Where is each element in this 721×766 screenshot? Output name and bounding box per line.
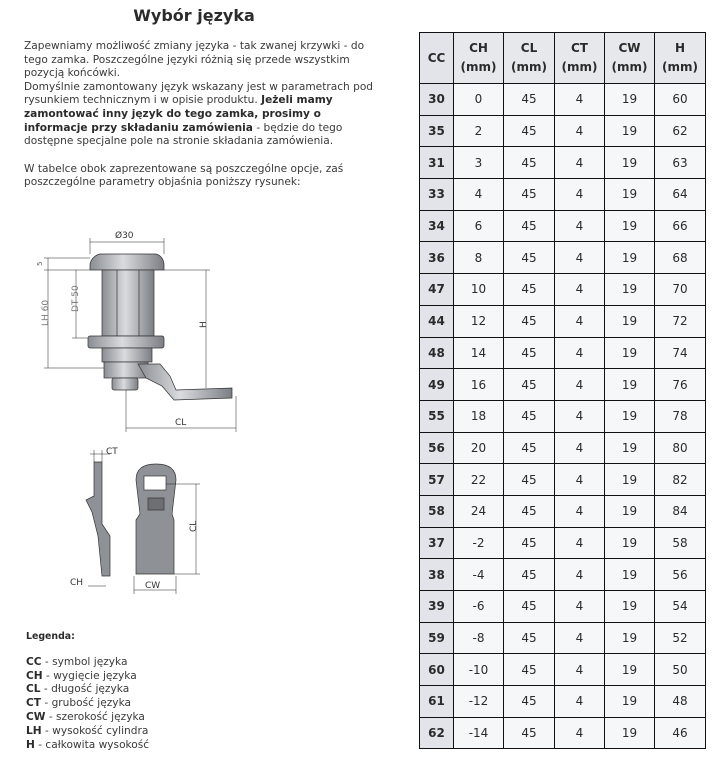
cell-cw: 19 — [605, 337, 655, 369]
header-code: CW — [618, 41, 641, 55]
cell-cw: 19 — [605, 591, 655, 623]
cell-ct: 4 — [555, 464, 605, 496]
cell-cc: 58 — [420, 495, 454, 527]
cell-cw: 19 — [605, 464, 655, 496]
cell-cw: 19 — [605, 369, 655, 401]
legend-item — [26, 711, 149, 725]
cell-cl: 45 — [504, 210, 555, 242]
header-unit: (mm) — [611, 60, 648, 74]
cell-h: 76 — [655, 369, 706, 401]
cell-h: 68 — [655, 242, 706, 274]
cell-cc: 44 — [420, 305, 454, 337]
cell-ch: 2 — [454, 115, 504, 147]
cell-ch: 4 — [454, 179, 504, 211]
cell-cc: 35 — [420, 115, 454, 147]
table-row — [420, 179, 706, 211]
table-row — [420, 591, 706, 623]
cell-cw: 19 — [605, 305, 655, 337]
cell-cl: 45 — [504, 527, 555, 559]
legend-items — [26, 656, 149, 753]
legend-code: CC — [26, 655, 42, 668]
legend-code: CH — [26, 669, 43, 682]
cell-h: 56 — [655, 559, 706, 591]
cell-cl: 45 — [504, 305, 555, 337]
cell-cl: 45 — [504, 400, 555, 432]
table-row — [420, 242, 706, 274]
legend-desc: - wysokość cylindra — [41, 724, 149, 737]
cell-h: 50 — [655, 654, 706, 686]
legend-item — [26, 739, 149, 753]
cell-ct: 4 — [555, 147, 605, 179]
intro-paragraph-1: Zapewniamy możliwość zmiany języka - tak zwanej krzywki - do tego zamka. Poszczególne języki różnią się przede wszystkim pozycją końcówki. — [24, 40, 365, 80]
table-row — [420, 559, 706, 591]
header-code: CC — [427, 50, 446, 65]
cell-cc: 49 — [420, 369, 454, 401]
cell-ch: 20 — [454, 432, 504, 464]
legend-item — [26, 656, 149, 670]
cell-cc: 47 — [420, 274, 454, 306]
table-row — [420, 495, 706, 527]
column-header-cw — [605, 33, 655, 84]
header-code: CL — [520, 41, 538, 55]
table-row — [420, 115, 706, 147]
cell-ch: -2 — [454, 527, 504, 559]
cell-cc: 55 — [420, 400, 454, 432]
cell-h: 58 — [655, 527, 706, 559]
cell-cw: 19 — [605, 527, 655, 559]
cell-cc: 39 — [420, 591, 454, 623]
header-unit: (mm) — [460, 60, 497, 74]
cell-h: 60 — [655, 84, 706, 116]
cell-cw: 19 — [605, 84, 655, 116]
column-header-ch — [454, 33, 504, 84]
intro-p2-start: Domyślnie zamontowany język wskazany jest w parametrach pod rysunkiem technicznym i w opisie produktu. — [24, 80, 374, 107]
cam-technical-drawing — [60, 440, 230, 600]
cell-cc: 36 — [420, 242, 454, 274]
cell-ct: 4 — [555, 591, 605, 623]
cell-ct: 4 — [555, 717, 605, 749]
legend-code: CL — [26, 683, 41, 696]
cell-ch: 3 — [454, 147, 504, 179]
cell-h: 74 — [655, 337, 706, 369]
cell-h: 63 — [655, 147, 706, 179]
intro-text — [24, 40, 374, 190]
legend-desc: - całkowita wysokość — [34, 738, 150, 751]
cell-cl: 45 — [504, 84, 555, 116]
cell-ct: 4 — [555, 495, 605, 527]
cell-ch: -10 — [454, 654, 504, 686]
ct-label: CT — [106, 447, 118, 457]
cam-options-table — [419, 32, 706, 749]
page-title: Wybór języka — [133, 6, 255, 25]
cell-cw: 19 — [605, 242, 655, 274]
h-label: H — [199, 321, 209, 328]
cell-h: 62 — [655, 115, 706, 147]
cell-ch: 8 — [454, 242, 504, 274]
header-unit: (mm) — [511, 60, 547, 74]
table-row — [420, 622, 706, 654]
cell-cw: 19 — [605, 210, 655, 242]
header-code: H — [674, 41, 686, 55]
cell-ct: 4 — [555, 686, 605, 718]
cell-ct: 4 — [555, 432, 605, 464]
table-row — [420, 654, 706, 686]
cell-cw: 19 — [605, 115, 655, 147]
cell-cl: 45 — [504, 147, 555, 179]
cell-cc: 38 — [420, 559, 454, 591]
cell-h: 78 — [655, 400, 706, 432]
intro-p2-end: - będzie do tego dostępne specjalne pole na stronie składania zamówienia. — [24, 121, 343, 148]
cell-cw: 19 — [605, 654, 655, 686]
cell-ct: 4 — [555, 622, 605, 654]
cell-h: 80 — [655, 432, 706, 464]
cell-cc: 31 — [420, 147, 454, 179]
cell-cl: 45 — [504, 686, 555, 718]
table-row — [420, 274, 706, 306]
cell-ch: 18 — [454, 400, 504, 432]
intro-paragraph-2 — [24, 81, 374, 149]
cell-cw: 19 — [605, 147, 655, 179]
cell-cw: 19 — [605, 717, 655, 749]
cell-cc: 60 — [420, 654, 454, 686]
top-height-label: 5 — [36, 261, 44, 266]
cell-ch: 14 — [454, 337, 504, 369]
cell-ch: 16 — [454, 369, 504, 401]
cell-h: 66 — [655, 210, 706, 242]
legend-desc: - grubość języka — [41, 697, 132, 710]
table-row — [420, 147, 706, 179]
cell-cl: 45 — [504, 274, 555, 306]
cell-h: 70 — [655, 274, 706, 306]
cell-cw: 19 — [605, 686, 655, 718]
cell-ct: 4 — [555, 400, 605, 432]
table-row — [420, 686, 706, 718]
cell-ch: -4 — [454, 559, 504, 591]
cell-h: 54 — [655, 591, 706, 623]
legend-item — [26, 725, 149, 739]
cell-h: 82 — [655, 464, 706, 496]
header-code: CH — [469, 41, 488, 55]
legend-desc: - symbol języka — [41, 655, 128, 668]
legend-desc: - wygięcie języka — [42, 669, 137, 682]
cell-ct: 4 — [555, 84, 605, 116]
cell-ct: 4 — [555, 305, 605, 337]
cell-cc: 30 — [420, 84, 454, 116]
legend-item — [26, 697, 149, 711]
cl-label: CL — [175, 418, 187, 428]
cell-cl: 45 — [504, 242, 555, 274]
cell-h: 72 — [655, 305, 706, 337]
ch-label: CH — [70, 578, 84, 588]
cell-cl: 45 — [504, 622, 555, 654]
cell-ch: -8 — [454, 622, 504, 654]
cell-ct: 4 — [555, 274, 605, 306]
table-row — [420, 210, 706, 242]
cell-ch: 0 — [454, 84, 504, 116]
cell-cw: 19 — [605, 179, 655, 211]
legend — [26, 630, 149, 752]
cell-cc: 62 — [420, 717, 454, 749]
cell-ch: 6 — [454, 210, 504, 242]
cell-ct: 4 — [555, 337, 605, 369]
table-row — [420, 717, 706, 749]
table-row — [420, 305, 706, 337]
dt-label: DT 50 — [71, 285, 81, 312]
column-header-h — [655, 33, 706, 84]
cell-ch: 22 — [454, 464, 504, 496]
header-unit: (mm) — [662, 60, 698, 74]
header-code: CT — [571, 41, 588, 55]
cell-ch: 10 — [454, 274, 504, 306]
cell-cc: 37 — [420, 527, 454, 559]
cell-cc: 56 — [420, 432, 454, 464]
legend-code: LH — [26, 724, 42, 737]
table-row — [420, 527, 706, 559]
cell-ch: -6 — [454, 591, 504, 623]
cell-cw: 19 — [605, 559, 655, 591]
cell-ct: 4 — [555, 210, 605, 242]
cell-cc: 59 — [420, 622, 454, 654]
header-unit: (mm) — [561, 60, 598, 74]
lh-label: LH 60 — [41, 299, 51, 326]
column-header-ct — [555, 33, 605, 84]
cell-cl: 45 — [504, 464, 555, 496]
legend-desc: - szerokość języka — [45, 710, 145, 723]
table-row — [420, 432, 706, 464]
cell-cc: 33 — [420, 179, 454, 211]
cell-ct: 4 — [555, 369, 605, 401]
cell-cw: 19 — [605, 432, 655, 464]
column-header-cc — [420, 33, 454, 84]
cell-ct: 4 — [555, 179, 605, 211]
cw-label: CW — [145, 581, 161, 591]
table-row — [420, 464, 706, 496]
table-row — [420, 400, 706, 432]
cell-cl: 45 — [504, 179, 555, 211]
cell-ch: -14 — [454, 717, 504, 749]
cell-h: 52 — [655, 622, 706, 654]
diameter-label: Ø30 — [115, 231, 134, 241]
cell-cl: 45 — [504, 432, 555, 464]
cell-ct: 4 — [555, 559, 605, 591]
cell-ct: 4 — [555, 654, 605, 686]
legend-item — [26, 670, 149, 684]
legend-code: H — [26, 738, 35, 751]
cell-h: 48 — [655, 686, 706, 718]
cell-cw: 19 — [605, 400, 655, 432]
table-row — [420, 84, 706, 116]
legend-desc: - długość języka — [40, 683, 130, 696]
cell-ch: -12 — [454, 686, 504, 718]
cell-cl: 45 — [504, 495, 555, 527]
cell-ct: 4 — [555, 115, 605, 147]
legend-code: CW — [26, 710, 46, 723]
cell-h: 84 — [655, 495, 706, 527]
intro-paragraph-3: W tabelce obok zaprezentowane są poszczególne opcje, zaś poszczególne parametry objaśnia poniższy rysunek: — [24, 162, 344, 189]
table-header-row — [420, 33, 706, 84]
cell-cl: 45 — [504, 369, 555, 401]
cell-cl: 45 — [504, 591, 555, 623]
column-header-cl — [504, 33, 555, 84]
intro-p2-bold: Jeżeli mamy zamontować inny język do tego zamka, prosimy o informacje przy składaniu zamówienia — [24, 94, 333, 134]
cell-ch: 12 — [454, 305, 504, 337]
cell-cw: 19 — [605, 622, 655, 654]
cam-cl-label: CL — [189, 520, 199, 532]
legend-heading: Legenda: — [26, 631, 75, 642]
lock-technical-drawing — [20, 220, 260, 440]
cell-cc: 34 — [420, 210, 454, 242]
cell-cl: 45 — [504, 717, 555, 749]
cell-cw: 19 — [605, 274, 655, 306]
table-body — [420, 84, 706, 749]
cell-cl: 45 — [504, 337, 555, 369]
cell-h: 46 — [655, 717, 706, 749]
cell-cl: 45 — [504, 654, 555, 686]
cell-ch: 24 — [454, 495, 504, 527]
cell-ct: 4 — [555, 242, 605, 274]
cell-cc: 61 — [420, 686, 454, 718]
cell-cl: 45 — [504, 115, 555, 147]
table-row — [420, 337, 706, 369]
table-row — [420, 369, 706, 401]
cell-h: 64 — [655, 179, 706, 211]
legend-item — [26, 683, 149, 697]
cell-cc: 48 — [420, 337, 454, 369]
cell-cc: 57 — [420, 464, 454, 496]
cell-cw: 19 — [605, 495, 655, 527]
cell-ct: 4 — [555, 527, 605, 559]
legend-code: CT — [26, 697, 42, 710]
cell-cl: 45 — [504, 559, 555, 591]
